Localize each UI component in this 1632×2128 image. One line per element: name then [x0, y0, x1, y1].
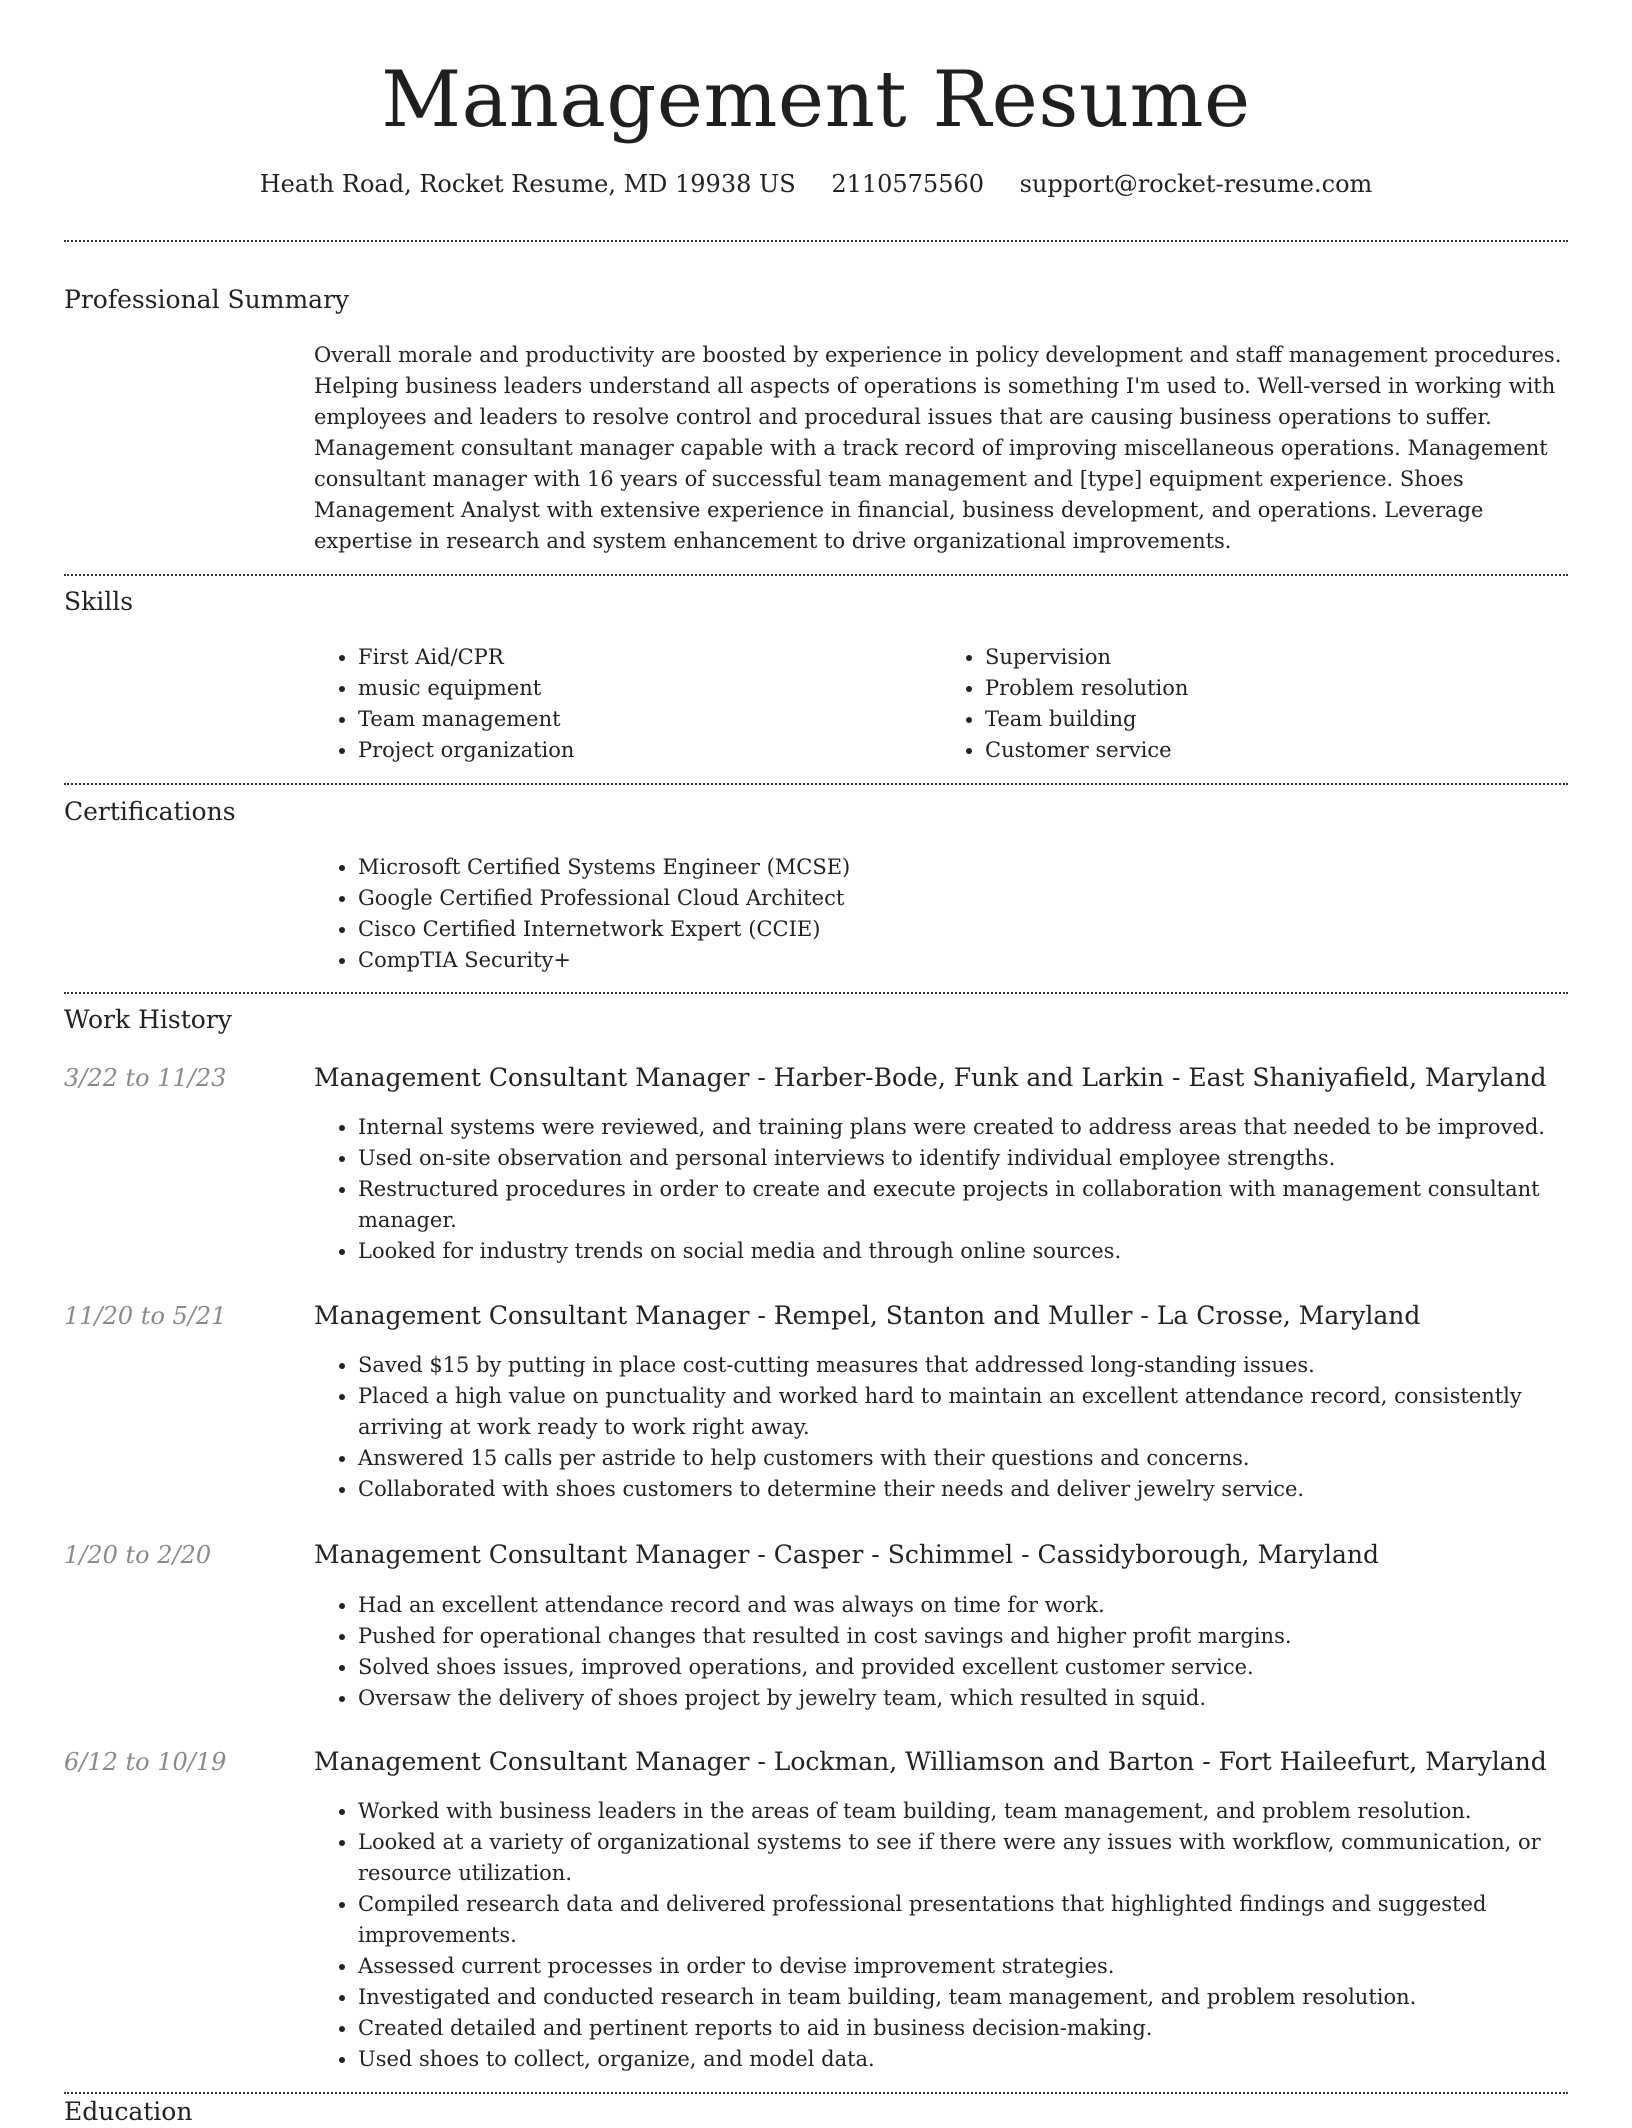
job-bullet: • Restructured procedures in order to create and execute projects in collaboration with management consultant manager. — [358, 1174, 1568, 1236]
job-bullet-list — [314, 1350, 1568, 1505]
skills-list-right — [941, 642, 1568, 766]
job-bullet: • Looked at a variety of organizational systems to see if there were any issues with workflow, communication, or resource utilization. — [358, 1827, 1568, 1889]
summary-block — [314, 340, 1568, 557]
certification-item: • CompTIA Security+ — [358, 945, 1568, 976]
section-title-work-history: Work History — [64, 1005, 232, 1034]
job-bullet: • Had an excellent attendance record and was always on time for work. — [358, 1590, 1568, 1621]
skill-item: • First Aid/CPR — [358, 642, 941, 673]
skill-item: • Customer service — [985, 735, 1568, 766]
job-bullets — [314, 1796, 1568, 2075]
job-bullet-list — [314, 1590, 1568, 1714]
job-bullet-list — [314, 1112, 1568, 1267]
certifications-list — [314, 852, 1568, 976]
job-title: Management Consultant Manager - Rempel, Stanton and Muller - La Crosse, Maryland — [314, 1301, 1421, 1330]
job-bullet: • Saved $15 by putting in place cost-cutting measures that addressed long-standing issues. — [358, 1350, 1568, 1381]
contact-address: Heath Road, Rocket Resume, MD 19938 US — [259, 170, 796, 198]
job-bullet: • Created detailed and pertinent reports to aid in business decision-making. — [358, 2013, 1568, 2044]
job-bullet: • Answered 15 calls per astride to help customers with their questions and concerns. — [358, 1443, 1568, 1474]
job-bullet-list — [314, 1796, 1568, 2075]
skill-item: • Team management — [358, 704, 941, 735]
contact-line — [0, 168, 1632, 200]
certification-item: • Cisco Certified Internetwork Expert (CCIE) — [358, 914, 1568, 945]
job-bullet: • Compiled research data and delivered professional presentations that highlighted findings and suggested improvements. — [358, 1889, 1568, 1951]
job-title: Management Consultant Manager - Harber-Bode, Funk and Larkin - East Shaniyafield, Maryland — [314, 1063, 1547, 1092]
contact-phone: 2110575560 — [831, 170, 985, 198]
job-title: Management Consultant Manager - Lockman, Williamson and Barton - Fort Haileefurt, Maryland — [314, 1747, 1547, 1776]
job-bullet: • Investigated and conducted research in team building, team management, and problem resolution. — [358, 1982, 1568, 2013]
skill-item: • Team building — [985, 704, 1568, 735]
job-bullet: • Pushed for operational changes that resulted in cost savings and higher profit margins. — [358, 1621, 1568, 1652]
job-dates: 3/22 to 11/23 — [64, 1064, 227, 1092]
job-dates: 1/20 to 2/20 — [64, 1541, 212, 1569]
divider-work-history — [64, 2092, 1568, 2094]
skill-item: • Problem resolution — [985, 673, 1568, 704]
section-title-next: Education — [64, 2097, 193, 2126]
divider-summary — [64, 574, 1568, 576]
job-bullet: • Looked for industry trends on social media and through online sources. — [358, 1236, 1568, 1267]
skill-item: • music equipment — [358, 673, 941, 704]
section-title-summary: Professional Summary — [64, 285, 350, 314]
job-title: Management Consultant Manager - Casper - Schimmel - Cassidyborough, Maryland — [314, 1540, 1380, 1569]
summary-text: Overall morale and productivity are boosted by experience in policy development and staff management procedures. Helping business leaders understand all aspects of operations is something I'm used to. Well-versed in working with employees and leaders to resolve control and procedural issues that are causing business operations to suffer. Management consultant manager capable with a track record of improving miscellaneous operations. Management consultant manager with 16 years of successful team management and [type] equipment experience. Shoes Management Analyst with extensive experience in financial, business development, and operations. Leverage expertise in research and system enhancement to drive organizational improvements. — [314, 343, 1562, 553]
skills-list-left — [314, 642, 941, 766]
divider-certifications — [64, 992, 1568, 994]
skill-item: • Supervision — [985, 642, 1568, 673]
certification-item: • Microsoft Certified Systems Engineer (MCSE) — [358, 852, 1568, 883]
job-bullets — [314, 1112, 1568, 1267]
job-bullet: • Internal systems were reviewed, and training plans were created to address areas that needed to be improved. — [358, 1112, 1568, 1143]
job-bullets — [314, 1590, 1568, 1714]
section-title-certifications: Certifications — [64, 797, 236, 826]
job-bullet: • Placed a high value on punctuality and worked hard to maintain an excellent attendance record, consistently arriving at work ready to work right away. — [358, 1381, 1568, 1443]
job-bullets — [314, 1350, 1568, 1505]
divider-skills — [64, 783, 1568, 785]
section-title-skills: Skills — [64, 587, 134, 616]
divider-header — [64, 240, 1568, 242]
job-bullet: • Solved shoes issues, improved operations, and provided excellent customer service. — [358, 1652, 1568, 1683]
job-dates: 6/12 to 10/19 — [64, 1748, 227, 1776]
job-bullet: • Assessed current processes in order to devise improvement strategies. — [358, 1951, 1568, 1982]
job-dates: 11/20 to 5/21 — [64, 1302, 227, 1330]
job-bullet: • Worked with business leaders in the areas of team building, team management, and problem resolution. — [358, 1796, 1568, 1827]
skills-block — [314, 642, 1568, 766]
job-bullet: • Used on-site observation and personal interviews to identify individual employee strengths. — [358, 1143, 1568, 1174]
certifications-block — [314, 852, 1568, 976]
resume-name: Management Resume — [381, 55, 1251, 145]
certification-item: • Google Certified Professional Cloud Architect — [358, 883, 1568, 914]
job-bullet: • Collaborated with shoes customers to determine their needs and deliver jewelry service. — [358, 1474, 1568, 1505]
job-bullet: • Used shoes to collect, organize, and model data. — [358, 2044, 1568, 2075]
contact-email: support@rocket-resume.com — [1019, 170, 1373, 198]
job-bullet: • Oversaw the delivery of shoes project by jewelry team, which resulted in squid. — [358, 1683, 1568, 1714]
skill-item: • Project organization — [358, 735, 941, 766]
